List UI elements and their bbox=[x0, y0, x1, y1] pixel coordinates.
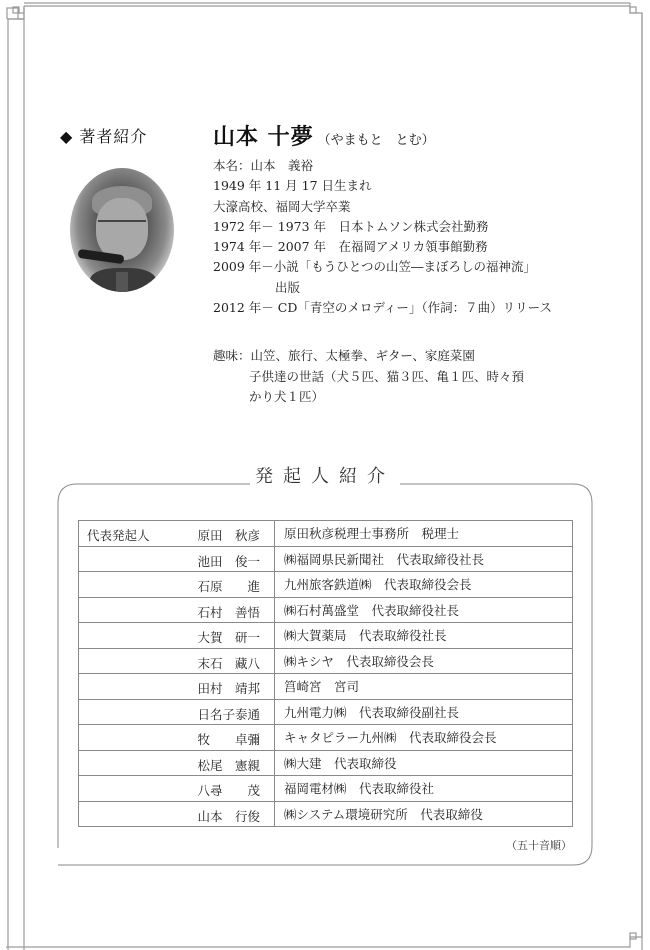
table-row bbox=[79, 546, 573, 572]
member-name-cell bbox=[79, 674, 275, 700]
author-hobby bbox=[213, 346, 524, 408]
member-name-cell bbox=[79, 546, 275, 572]
bio-line: 本名：山本 義裕 bbox=[213, 158, 314, 173]
author-bio bbox=[213, 156, 552, 318]
member-name: 松尾 憲親 bbox=[197, 757, 260, 773]
author-photo bbox=[70, 168, 174, 292]
diamond-icon: ◆ bbox=[60, 127, 74, 146]
bio-line: 2009 年－小説「もうひとつの山笠―まぼろしの福神流」 bbox=[213, 259, 537, 275]
member-name-cell bbox=[79, 597, 275, 623]
member-name-cell bbox=[79, 572, 275, 598]
member-name-cell bbox=[79, 623, 275, 649]
member-name-cell bbox=[79, 521, 275, 547]
promoters-table bbox=[78, 520, 573, 827]
member-name: 池田 俊一 bbox=[197, 553, 260, 569]
member-name-cell bbox=[79, 776, 275, 802]
table-row bbox=[79, 776, 573, 802]
member-affiliation: ㈱大賀薬局 代表取締役社長 bbox=[275, 623, 573, 649]
table-row bbox=[79, 674, 573, 700]
author-name: 山本 十夢 bbox=[213, 125, 314, 150]
member-affiliation: 九州電力㈱ 代表取締役副社長 bbox=[275, 699, 573, 725]
member-name-cell bbox=[79, 725, 275, 751]
member-name-cell bbox=[79, 801, 275, 827]
table-row bbox=[79, 801, 573, 827]
table-row bbox=[79, 725, 573, 751]
hobby-line: 趣味：山笠、旅行、太極拳、ギター、家庭菜園 bbox=[213, 348, 475, 363]
author-heading-text: 著者紹介 bbox=[79, 127, 148, 146]
bio-line: 1974 年－ 2007 年 在福岡アメリカ領事館勤務 bbox=[213, 239, 488, 255]
table-row bbox=[79, 597, 573, 623]
table-row bbox=[79, 699, 573, 725]
member-affiliation: ㈱福岡県民新聞社 代表取締役社長 bbox=[275, 546, 573, 572]
member-role: 代表発起人 bbox=[87, 528, 150, 543]
table-row bbox=[79, 572, 573, 598]
hobby-line: かり犬１匹） bbox=[249, 389, 325, 404]
member-affiliation: ㈱システム環境研究所 代表取締役 bbox=[275, 801, 573, 827]
member-name: 山本 行俊 bbox=[197, 808, 260, 824]
author-name-line bbox=[213, 120, 435, 151]
bio-line: 1949 年 11 月 17 日生まれ bbox=[213, 178, 372, 194]
bio-line: 2012 年－ CD「青空のメロディー」（作詞：７曲）リリース bbox=[213, 300, 552, 316]
member-affiliation: 九州旅客鉄道㈱ 代表取締役会長 bbox=[275, 572, 573, 598]
member-affiliation: キャタピラー九州㈱ 代表取締役会長 bbox=[275, 725, 573, 751]
member-name: 原田 秋彦 bbox=[197, 528, 260, 543]
member-affiliation: ㈱キシヤ 代表取締役会長 bbox=[275, 648, 573, 674]
member-affiliation: 筥崎宮 宮司 bbox=[275, 674, 573, 700]
table-row bbox=[79, 521, 573, 547]
member-affiliation: ㈱大建 代表取締役 bbox=[275, 750, 573, 776]
bio-line: 出版 bbox=[275, 279, 301, 295]
member-name: 石原 進 bbox=[197, 579, 260, 594]
bio-line: 大濠高校、福岡大学卒業 bbox=[213, 198, 351, 214]
table-row bbox=[79, 750, 573, 776]
author-name-kana: （やまもと とむ） bbox=[317, 133, 435, 148]
bio-line: 1972 年－ 1973 年 日本トムソン株式会社勤務 bbox=[213, 218, 489, 234]
table-row bbox=[79, 648, 573, 674]
member-name: 日名子泰通 bbox=[197, 706, 260, 722]
member-name: 牧 卓彌 bbox=[197, 732, 260, 747]
member-name: 石村 善悟 bbox=[197, 604, 260, 620]
member-name: 末石 藏八 bbox=[197, 655, 260, 671]
member-name-cell bbox=[79, 699, 275, 725]
member-name-cell bbox=[79, 648, 275, 674]
author-heading bbox=[60, 124, 147, 147]
member-affiliation: 原田秋彦税理士事務所 税理士 bbox=[275, 521, 573, 547]
member-affiliation: 福岡電材㈱ 代表取締役社 bbox=[275, 776, 573, 802]
order-note: （五十音順） bbox=[506, 839, 572, 852]
table-row bbox=[79, 623, 573, 649]
member-name: 八尋 茂 bbox=[197, 783, 260, 798]
member-name-cell bbox=[79, 750, 275, 776]
promoters-title: 発起人紹介 bbox=[255, 466, 395, 487]
member-name: 大賀 研一 bbox=[197, 630, 260, 645]
member-affiliation: ㈱石村萬盛堂 代表取締役社長 bbox=[275, 597, 573, 623]
hobby-line: 子供達の世話（犬５匹、猫３匹、亀１匹、時々預 bbox=[249, 368, 525, 384]
member-name: 田村 靖邦 bbox=[197, 681, 260, 696]
